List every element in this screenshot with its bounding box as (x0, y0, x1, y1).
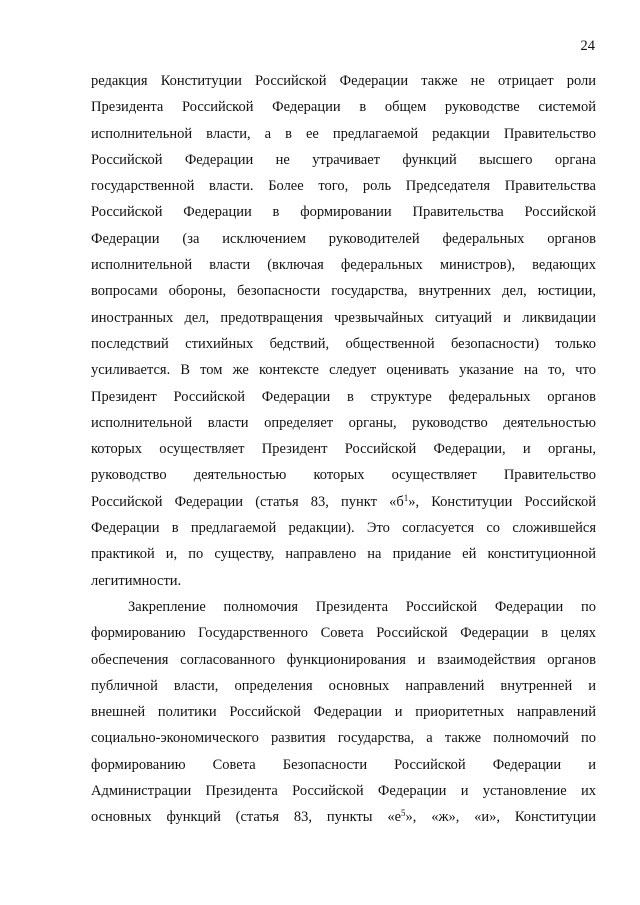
text-line: Российской Федерации в формировании Правительства Российской (91, 204, 596, 221)
text-line: государственной власти. Более того, роль Председателя Правительства (91, 178, 596, 195)
text-line: вопросами обороны, безопасности государства, внутренних дел, юстиции, (91, 283, 596, 300)
text-line: обеспечения согласованного функционирования и взаимодействия органов (91, 651, 596, 668)
text-line: формированию Совета Безопасности Российской Федерации и (91, 756, 596, 773)
text-line: Закрепление полномочия Президента Российской Федерации по (128, 598, 596, 615)
text-line: основных функций (статья 83, пункты «$е^5$», «ж», «и», Конституции (91, 808, 596, 826)
text-line: формированию Государственного Совета Российской Федерации в целях (91, 625, 596, 642)
superscript: 1 (403, 492, 409, 503)
text-line: Федерации (за исключением руководителей федеральных органов (91, 230, 596, 247)
paragraph (91, 68, 596, 594)
text-line: исполнительной власти (включая федеральных министров), ведающих (91, 257, 596, 274)
text-line: Президент Российской Федерации в структуре федеральных органов (91, 388, 596, 405)
text-line: иностранных дел, предотвращения чрезвычайных ситуаций и ликвидации (91, 309, 596, 326)
text-line: исполнительной власти, а в ее предлагаемой редакции Правительство (91, 125, 596, 142)
text-line: руководство деятельностью которых осуществляет Правительство (91, 467, 596, 484)
paragraph (91, 594, 596, 831)
text-line: последствий стихийных бедствий, общественной безопасности) только (91, 335, 596, 352)
text-line: социально-экономического развития государства, а также полномочий по (91, 730, 596, 747)
text-line: публичной власти, определения основных направлений внутренней и (91, 677, 596, 694)
document-body (91, 68, 596, 831)
page-number: 24 (580, 38, 595, 54)
text-line: усиливается. В том же контексте следует оценивать указание на то, что (91, 362, 596, 379)
text-line: исполнительной власти определяет органы, руководство деятельностью (91, 414, 596, 431)
text-line: Президента Российской Федерации в общем руководстве системой (91, 99, 596, 116)
superscript: 5 (401, 808, 406, 819)
text-line: редакция Конституции Российской Федерации также не отрицает роли (91, 73, 596, 89)
text-line: внешней политики Российской Федерации и приоритетных направлений (91, 704, 596, 721)
text-line: Администрации Президента Российской Федерации и установление их (91, 783, 596, 800)
text-line: практикой и, по существу, направлено на придание ей конституционной (91, 546, 596, 563)
text-line: которых осуществляет Президент Российской Федерации, и органы, (91, 441, 596, 458)
text-line: Российской Федерации (статья 83, пункт «$б^1$», Конституции Российской (91, 492, 596, 510)
text-line: легитимности. (91, 572, 182, 589)
text-line: Российской Федерации не утрачивает функций высшего органа (91, 151, 596, 168)
text-line: Федерации в предлагаемой редакции). Это согласуется со сложившейся (91, 520, 596, 537)
